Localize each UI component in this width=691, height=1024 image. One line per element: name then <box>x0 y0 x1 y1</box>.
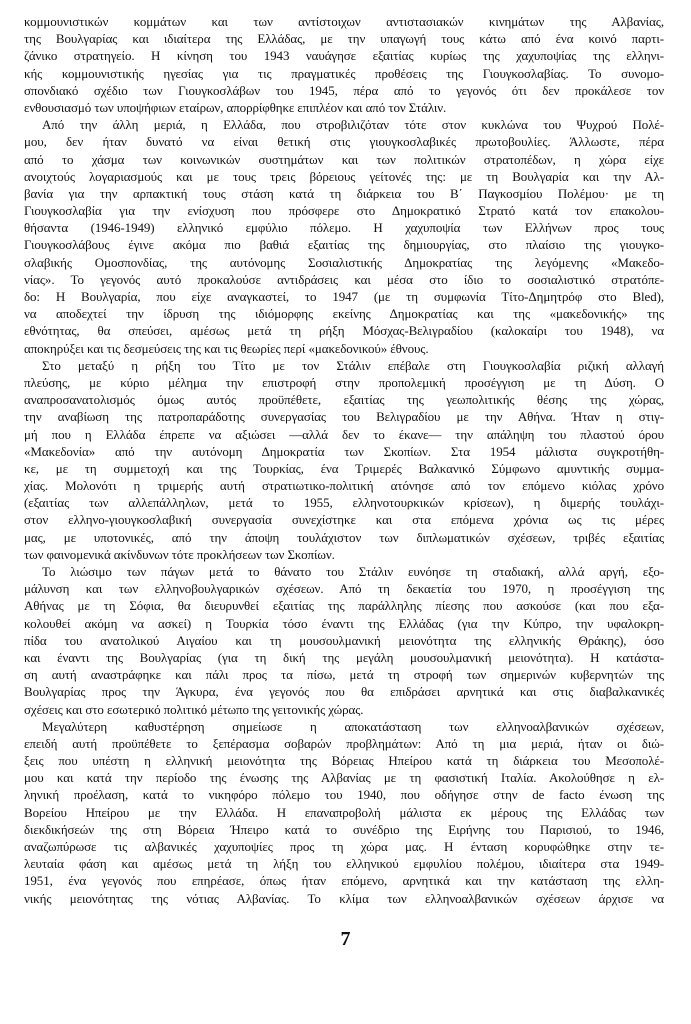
text-line: Βορείου Ηπείρου με την Ελλάδα. Η επαναπροβολή μάλιστα εκ μέρους της Ελλάδας των <box>24 804 664 820</box>
text-line: επειδή αυτή προϋπέθετε το ξεπέρασμα σοβαρών προβλημάτων: Από τη μια μεριά, ήταν οι διώ- <box>24 735 664 751</box>
text-line: νικής μειονότητας της νότιας Αλβανίας. Το κλίμα των ελληνοαλβανικών σχέσεων άρχισε να <box>24 890 664 906</box>
text-line: στον ελληνο-γιουγκοσλαβική συνεργασία συνεχίστηκε και στα επόμενα χρόνια ως τις μέρες <box>24 512 664 528</box>
text-line: κομμουνιστικών κομμάτων και των αντίστοιχων αντιστασιακών κινημάτων της Αλβανίας, <box>24 14 664 29</box>
text-line: Βουλγαρίας προς την Άγκυρα, ένα γεγονός που θα επιδράσει αρνητικά και στις διαβαλκανικές <box>24 684 664 700</box>
text-line: 1951, ένα γεγονός που επηρέασε, όπως ήταν επόμενο, αρνητικά και την κατάσταση της ελλη- <box>24 873 664 889</box>
text-line: Γιουγκοσλαβία για την ενίσχυση που πρόσφερε στο Δημοκρατικό Στρατό κατά τον επακολου- <box>24 203 664 219</box>
page-number: 7 <box>340 928 351 950</box>
text-line: κολουθεί ακόμη να ασκεί) η Τουρκία τόσο έναντι της Ελλάδας (για την Κύπρο, την υφαλοκρη- <box>24 615 664 631</box>
text-line: Γιουγκοσλάβους έγινε ακόμα πιο βαθιά εξαιτίας της δημιουργίας, στο πλαίσιο της γιουγκο- <box>24 237 664 253</box>
text-line: ενθουσιασμό των υποψήφιων εταίρων, απορρίφθηκε επιπλέον και από τον Στάλιν. <box>24 99 447 115</box>
text-line: λευταία φάση και αμέσως μετά τη λήξη του ελληνικού εμφυλίου πολέμου, ιδιαίτερα στα 1949- <box>24 856 664 872</box>
body-text <box>24 13 664 907</box>
text-line: μου, δεν ήταν δυνατό να είναι θετική στις γιουγκοσλαβικές πρωτοβουλίες. Άλλωστε, πέρα <box>24 134 664 150</box>
text-line: διεκδικήσεών της στη Βόρεια Ήπειρο κατά το συνέδριο της Ειρήνης του Παρισιού, το 1946, <box>24 821 664 837</box>
text-line: πίδα του ανατολικού Αιγαίου και τη μουσουλμανική μειονότητα της ελληνικής Θράκης), όσο <box>24 632 664 648</box>
text-line: εθνότητας, θα σπεύσει, αμέσως μετά τη ρήξη Μόσχας-Βελιγραδίου (καλοκαίρι του 1948), να <box>24 323 664 339</box>
text-line: σπονδιακό σχέδιο των Γιουγκοσλάβων του 1945, πέρα από το γεγονός ότι δεν προκάλεσε τον <box>24 82 664 98</box>
text-line: των φαινομενικά ακίνδυνων τότε προκλήσεων των Σκοπίων. <box>24 546 335 562</box>
text-line: ληνική προέλαση, κατά το νικηφόρο πόλεμο του 1940, που οδήγησε στην de facto ένωση της <box>24 787 664 803</box>
text-line: (εξαιτίας των αλλεπάλληλων, μετά το 1955, ελληνοτουρκικών κρίσεων), η διμερής τουλάχι- <box>24 495 664 511</box>
text-line: και έναντι της Βουλγαρίας (για τη δική της μεγάλη μουσουλμανική μειονότητα). Η κατάστα- <box>24 649 664 665</box>
paragraph <box>24 563 664 718</box>
text-line: κε, με τη συμμετοχή και της Τουρκίας, ένα Τριμερές Βαλκανικό Σύμφωνο αμυντικής συμμα- <box>24 460 664 476</box>
text-line: από το χάσμα των κοινωνικών συστημάτων και των πολιτικών στρατοπέδων, η χώρα είχε <box>24 151 664 167</box>
text-line: Αθήνας με τη Σόφια, θα διευρυνθεί εξαιτίας της παράλληλης πίεσης που ασκούσε (και που εξα- <box>24 598 664 614</box>
text-line: μας, με υποτονικές, από την άποψη τουλάχιστον των διπλωματικών σχέσεων, τριβές εξαιτίας <box>24 529 664 545</box>
text-line: ξεις που υπέστη η ελληνική μειονότητα της Βόρειας Ηπείρου κατά τη διάρκεια του Μεσοπολέ- <box>24 753 664 769</box>
text-line: ανοιχτούς λογαριασμούς και με τους τρεις βόρειους γείτονές της: με τη Βουλγαρία και την Αλ- <box>24 168 664 184</box>
paragraph <box>24 116 664 357</box>
paragraph <box>24 357 664 563</box>
paragraph <box>24 718 664 907</box>
text-line: πλεύσης, με κύριο μέλημα την επιστροφή στην προπολεμική προσέγγιση με τη Δύση. Ο <box>24 374 664 390</box>
text-line: να αποδεχτεί την ίδρυση της ιδιόμορφης εκείνης Δημοκρατίας και της «μακεδονικής» της <box>24 306 664 322</box>
text-line: δο: Η Βουλγαρία, που είχε αναγκαστεί, το 1947 (με τη συμφωνία Τίτο-Δημητρόφ στο Bled), <box>24 289 664 304</box>
text-line: ζάνικο στρατηγείο. Η κίνηση του 1943 ναυάγησε εξαιτίας κυρίως της χαχυποψίας της ελληνι- <box>24 48 664 64</box>
text-line: αναζωπύρωσε τις αλβανικές χαχυποψίες προς τη χώρα μας. Η ένταση κορυφώθηκε στην τε- <box>24 839 664 854</box>
text-line: βανία για την αρπακτική τους στάση κατά τη διάρκεια του Β΄ Παγκοσμίου Πολέμου· με τη <box>24 185 664 201</box>
text-line: Από την άλλη μεριά, η Ελλάδα, που στροβιλιζόταν τότε στον κυκλώνα του Ψυχρού Πολέ- <box>42 117 664 133</box>
text-line: της Βουλγαρίας και ιδιαίτερα της Ελλάδας, με την υπαγωγή τους κάτω από ένα κοινό παρτι- <box>24 31 664 47</box>
text-line: μή που η Ελλάδα έπρεπε να αξιώσει —αλλά δεν το έκανε— την απάληψη του πλαστού όρου <box>24 426 664 442</box>
text-line: ση αυτή αναστράφηκε και πάλι προς τα πίσω, μετά τη στροφή των σημερινών κυβερνητών της <box>24 667 664 683</box>
text-line: σχέσεις και στο εσωτερικό πολιτικό μέτωπο της γειτονικής χώρας. <box>24 701 364 717</box>
text-line: Μεγαλύτερη καθυστέρηση σημείωσε η αποκατάσταση των ελληνοαλβανικών σχέσεων, <box>42 718 664 734</box>
text-line: αποκηρύξει και τις δεσμεύσεις της και τις θεωρίες περί «μακεδονικού» έθνους. <box>24 340 429 356</box>
text-line: αναπροσανατολισμός όμως αυτός προϋπέθετε, εξαιτίας της γεωπολιτικής θέσης της χώρας, <box>24 392 664 408</box>
text-line: «Μακεδονία» από την αυτόνομη Δημοκρατία των Σκοπίων. Στα 1954 μάλιστα συγκροτήθη- <box>24 443 664 459</box>
text-line: νίας». Το γεγονός αυτό προκαλούσε αντιδράσεις και μέσα στο ίδιο το σοσιαλιστικό στρατόπε- <box>24 271 664 287</box>
text-line: κής κομμουνιστικής ηγεσίας για τις πραγματικές προθέσεις της Γιουγκοσλαβίας. Το συνομο- <box>24 65 664 81</box>
text-line: χίας. Μολονότι η τριμερής αυτή στρατιωτικο-πολιτική ατόνησε από τον επόμενο κιόλας χρόνο <box>24 478 664 494</box>
text-line: μάλυνση και των ελληνοβουλγαρικών σχέσεων. Από τη δεκαετία του 1970, η προσέγγιση της <box>24 581 664 597</box>
text-line: Το λιώσιμο των πάγων μετά το θάνατο του Στάλιν ευνόησε τη σταδιακή, αλλά αργή, εξο- <box>42 564 664 579</box>
text-line: μου και κατά την περίοδο της ένωσης της Αλβανίας με τη φασιστική Ιταλία. Ακολούθησε η ελ- <box>24 770 664 786</box>
text-line: σλαβικής Ομοσπονδίας, της αυτόνομης Σοσιαλιστικής Δημοκρατίας της λεγόμενης «Μακεδο- <box>24 254 664 270</box>
text-line: θήσαντα (1946-1949) ελληνικό εμφύλιο πόλεμο. Η χαχυποψία των Ελλήνων προς τους <box>24 220 664 236</box>
text-line: την αναβίωση της πατροπαράδοτης συνεργασίας του Βελιγραδίου με την Αθήνα. Ήταν η στιγ- <box>24 409 664 425</box>
paragraph <box>24 13 664 116</box>
text-line: Στο μεταξύ η ρήξη του Τίτο με τον Στάλιν επέβαλε στη Γιουγκοσλαβία ριζική αλλαγή <box>42 357 664 373</box>
